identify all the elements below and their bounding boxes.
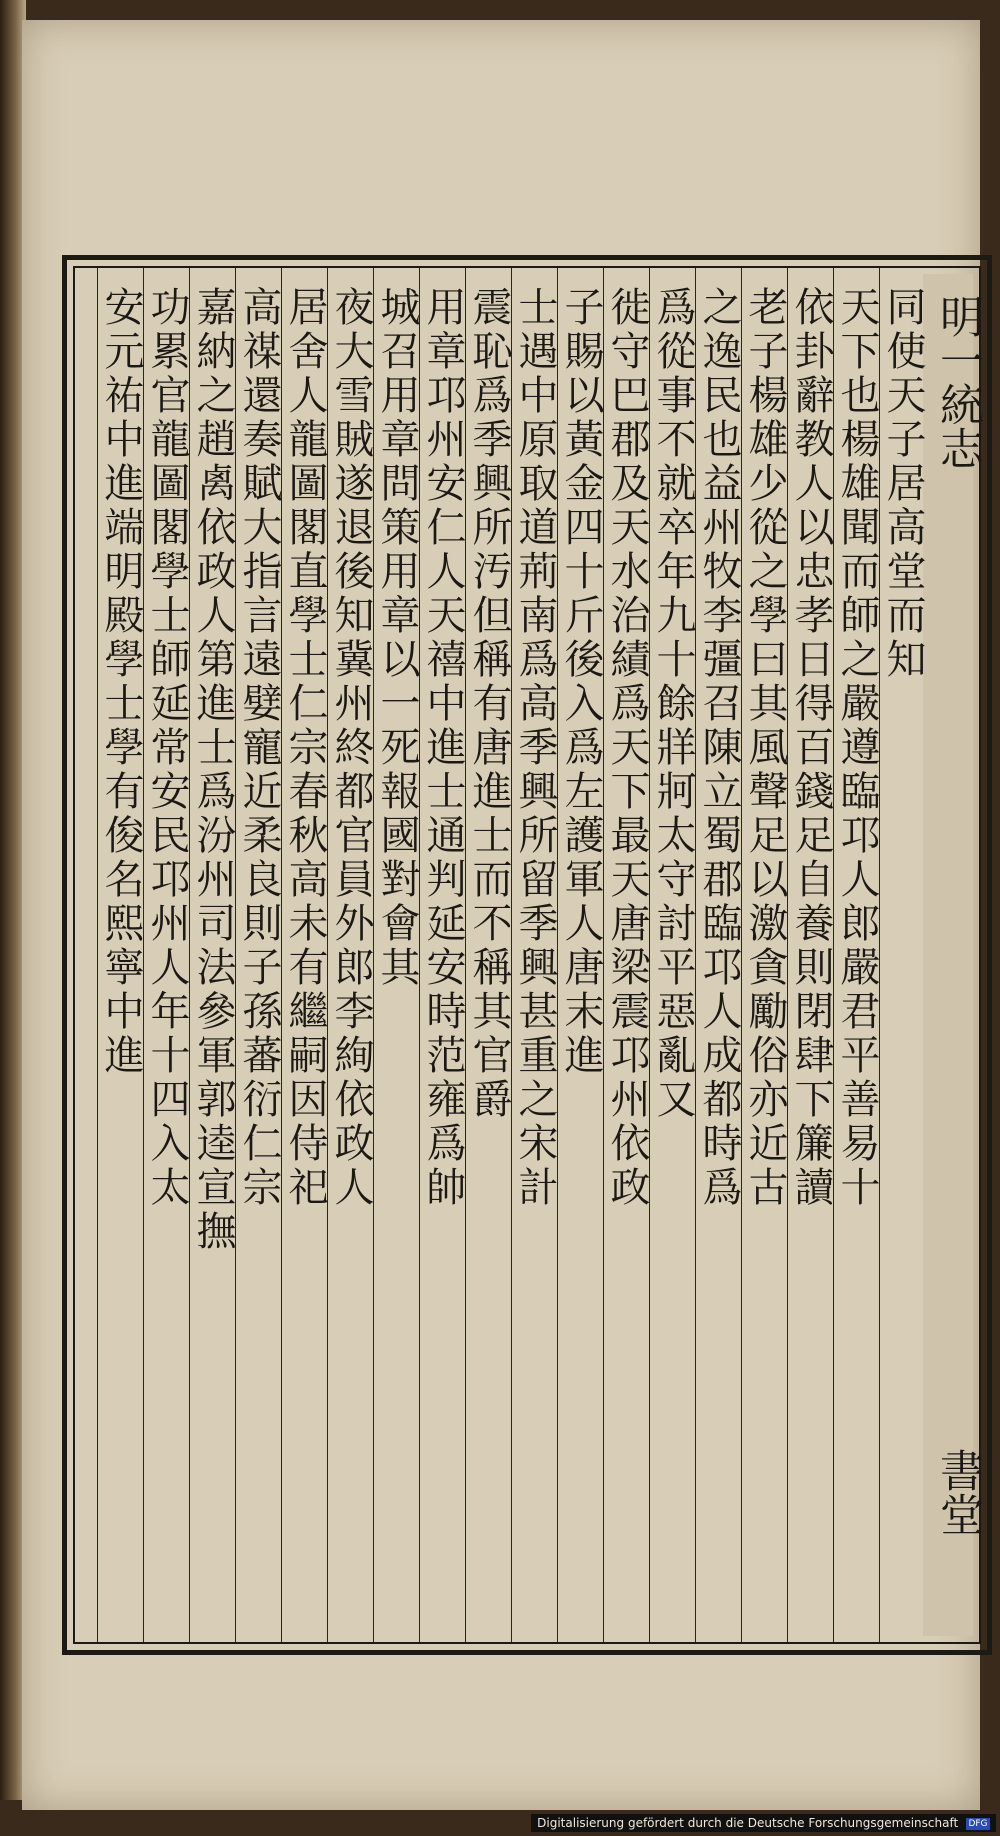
text-column	[465, 268, 511, 1642]
column-text: 子賜以黃金四十斤後入爲左護軍人唐末進	[558, 286, 604, 1078]
text-column	[879, 268, 925, 1642]
column-text: 安元祐中進端明殿學士學有俊名熙寧中進	[98, 286, 144, 1078]
column-text: 之逸民也益州牧李彊召陳立蜀郡臨邛人成都時爲	[696, 286, 742, 1210]
text-frame-inner	[73, 266, 981, 1644]
text-column	[97, 268, 143, 1642]
text-column	[833, 268, 879, 1642]
text-column	[419, 268, 465, 1642]
column-text: 功累官龍圖閣學士師延常安民邛州人年十四入太	[144, 286, 190, 1210]
text-column	[787, 268, 833, 1642]
text-column	[557, 268, 603, 1642]
text-column	[741, 268, 787, 1642]
text-column	[235, 268, 281, 1642]
column-text: 夜大雪賊遂退後知冀州終都官員外郎李絢依政人	[328, 286, 374, 1210]
column-text: 震恥爲季興所汚但稱有唐進士而不稱其官爵	[466, 286, 512, 1122]
column-text: 天下也楊雄聞而師之嚴遵臨邛人郎嚴君平善易十	[834, 286, 880, 1210]
text-column	[143, 268, 189, 1642]
book-page	[22, 20, 983, 1810]
text-column	[189, 268, 235, 1642]
dfg-logo-icon: DFG	[966, 1818, 990, 1830]
column-text: 士遇中原取道荊南爲高季興所留季興甚重之宋計	[512, 286, 558, 1210]
text-column	[695, 268, 741, 1642]
digitization-footer	[531, 1814, 996, 1832]
text-column	[511, 268, 557, 1642]
column-text: 用章邛州安仁人天禧中進士通判延安時范雍爲帥	[420, 286, 466, 1210]
footer-text: Digitalisierung gefördert durch die Deutsche Forschungsgemeinschaft	[537, 1816, 959, 1830]
text-column	[281, 268, 327, 1642]
text-column	[649, 268, 695, 1642]
column-text: 徙守巴郡及天水治績爲天下最天唐梁震邛州依政	[604, 286, 650, 1210]
column-text: 高禖還奏賦大指言遠嬖寵近柔良則子孫蕃衍仁宗	[236, 286, 282, 1210]
column-text: 同使天子居高堂而知	[880, 286, 926, 682]
text-column	[603, 268, 649, 1642]
column-text: 爲從事不就卒年九十餘牂牁太守討平惡亂又	[650, 286, 696, 1122]
header-title: 明一統志	[932, 294, 983, 470]
column-text: 老子楊雄少從之學曰其風聲足以激貪勵俗亦近古	[742, 286, 788, 1210]
text-column	[327, 268, 373, 1642]
column-text: 嘉納之趙禼依政人第進士爲汾州司法參軍郭逵宣撫	[190, 286, 236, 1254]
header-column	[923, 274, 983, 1636]
column-text: 居舍人龍圖閣直學士仁宗春秋高未有繼嗣因侍祀	[282, 286, 328, 1210]
text-frame	[62, 255, 992, 1655]
text-column	[373, 268, 419, 1642]
column-text: 依卦辭教人以忠孝日得百錢足自養則閉肆下簾讀	[788, 286, 834, 1210]
column-text: 城召用章問策用章以一死報國對會其	[374, 286, 420, 990]
header-publisher: 書堂	[932, 1448, 983, 1536]
